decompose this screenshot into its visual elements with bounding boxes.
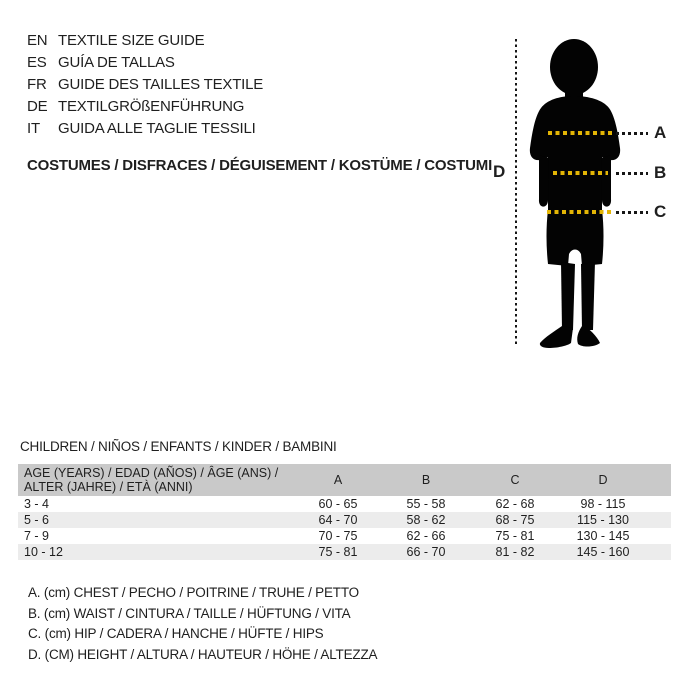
age-header-line1: AGE (YEARS) / EDAD (AÑOS) / ÂGE (ANS) / [24,466,279,480]
waist-measure-dash [553,171,608,175]
legend-item-chest: A. (cm) CHEST / PECHO / POITRINE / TRUHE / PETTO [28,585,359,600]
waist-leader-line [616,172,648,175]
measure-label-d: D [493,162,506,181]
hip-leader-line [616,211,648,214]
hip-cell: 75 - 81 [495,529,535,543]
height-cell: 130 - 145 [576,529,630,543]
legend-item-height: D. (CM) HEIGHT / ALTURA / HAUTEUR / HÖHE / ALTEZZA [28,646,378,662]
language-label: TEXTILE SIZE GUIDE [58,32,205,49]
chest-cell: 75 - 81 [318,545,358,559]
table-row [18,496,671,512]
language-label: TEXTILGRÖßENFÜHRUNG [58,98,245,115]
measurement-legend [28,583,377,665]
category-title: COSTUMES / DISFRACES / DÉGUISEMENT / KOSTÜME / COSTUMI [27,157,493,174]
language-label: GUÍA DE TALLAS [58,54,175,71]
child-silhouette [525,38,625,348]
table-row [18,528,671,544]
language-label: GUIDA ALLE TAGLIE TESSILI [58,120,256,137]
legend-item-waist: B. (cm) WAIST / CINTURA / TAILLE / HÜFTUNG / VITA [28,605,351,621]
table-row [18,544,671,560]
height-cell: 145 - 160 [576,545,630,559]
chest-cell: 64 - 70 [318,513,358,527]
hip-measure-dash [547,210,613,214]
size-table [18,464,671,560]
chest-cell: 70 - 75 [318,529,358,543]
children-section-title: CHILDREN / NIÑOS / ENFANTS / KINDER / BAMBINI [20,439,337,454]
language-code: IT [27,120,40,137]
table-row [18,512,671,528]
chest-measure-dash [548,131,612,135]
legend-item-hip: C. (cm) HIP / CADERA / HANCHE / HÜFTE / HIPS [28,626,324,641]
hip-cell: 81 - 82 [495,545,535,559]
language-code: DE [27,98,48,115]
column-header-a: A [333,473,343,487]
column-header-b: B [421,473,431,487]
waist-cell: 62 - 66 [406,529,446,543]
age-cell: 5 - 6 [24,513,50,527]
height-measure-line-d [515,39,517,347]
language-label: GUIDE DES TAILLES TEXTILE [58,76,264,93]
age-header-line2: ALTER (JAHRE) / ETÀ (ANNI) [24,480,193,494]
hip-cell: 68 - 75 [495,513,535,527]
hip-cell: 62 - 68 [495,497,535,511]
language-code: ES [27,54,47,71]
column-header-d: D [598,473,608,487]
height-cell: 115 - 130 [577,513,629,527]
measure-label-c: C [654,202,667,221]
age-cell: 3 - 4 [24,497,50,511]
size-table-header [18,464,671,496]
measure-label-a: A [654,123,667,142]
waist-cell: 58 - 62 [406,513,446,527]
age-column-header [18,464,294,496]
language-code: FR [27,76,47,93]
waist-cell: 66 - 70 [406,545,446,559]
height-cell: 98 - 115 [580,497,626,511]
age-cell: 7 - 9 [24,529,50,543]
measure-label-b: B [654,163,667,182]
waist-cell: 55 - 58 [406,497,446,511]
age-cell: 10 - 12 [24,545,63,559]
chest-cell: 60 - 65 [318,497,358,511]
column-header-c: C [510,473,520,487]
chest-leader-line [616,132,648,135]
language-code: EN [27,32,48,49]
